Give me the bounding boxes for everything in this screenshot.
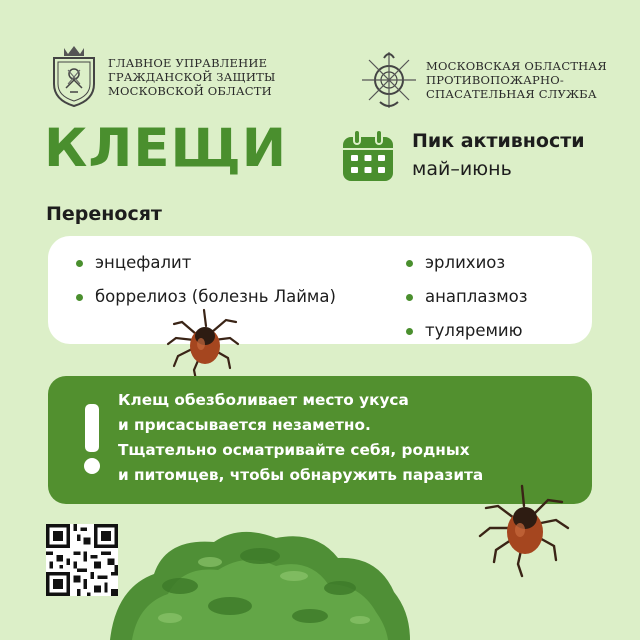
qr-code <box>46 524 118 596</box>
list-item <box>76 246 336 280</box>
warning-line: Тщательно осматривайте себя, родных <box>118 441 470 459</box>
warning-text <box>118 388 483 488</box>
disease-list-right <box>406 246 528 348</box>
left-org-line-3: МОСКОВСКОЙ ОБЛАСТИ <box>108 84 272 98</box>
bullet-icon <box>76 260 83 267</box>
list-item <box>406 314 528 348</box>
bullet-icon <box>76 294 83 301</box>
warning-line: и питомцев, чтобы обнаружить паразита <box>118 466 484 484</box>
bullet-icon <box>406 260 413 267</box>
disease-name: анаплазмоз <box>425 287 528 306</box>
right-org-line-1: МОСКОВСКАЯ ОБЛАСТНАЯ <box>426 59 607 73</box>
org-gu-mchs <box>48 44 276 110</box>
warning-line: и присасывается незаметно. <box>118 416 371 434</box>
peak-activity <box>412 130 585 180</box>
page-title: КЛЕЩИ <box>44 118 288 179</box>
exclamation-icon <box>82 404 102 476</box>
calendar-icon <box>340 128 396 184</box>
disease-name: туляремию <box>425 321 523 340</box>
right-org-line-3: СПАСАТЕЛЬНАЯ СЛУЖБА <box>426 87 597 101</box>
left-org-line-2: ГРАЖДАНСКОЙ ЗАЩИТЫ <box>108 70 276 84</box>
disease-name: энцефалит <box>95 253 192 272</box>
right-org-line-2: ПРОТИВОПОЖАРНО- <box>426 73 564 87</box>
peak-label: Пик активности <box>412 130 585 152</box>
warning-line: Клещ обезболивает место укуса <box>118 391 409 409</box>
tick-icon <box>474 480 574 580</box>
moscow-oblast-coat-of-arms-icon <box>48 44 100 110</box>
peak-value: май–июнь <box>412 158 512 180</box>
bullet-icon <box>406 294 413 301</box>
org-fire-rescue <box>360 50 607 110</box>
list-item <box>406 280 528 314</box>
bush-illustration <box>110 528 410 640</box>
left-org-line-1: ГЛАВНОЕ УПРАВЛЕНИЕ <box>108 56 268 70</box>
disease-name: боррелиоз (болезнь Лайма) <box>95 287 336 306</box>
disease-card <box>48 236 592 344</box>
disease-name: эрлихиоз <box>425 253 506 272</box>
list-item <box>406 246 528 280</box>
tick-icon <box>160 304 244 384</box>
carries-heading: Переносят <box>46 203 162 225</box>
fire-rescue-service-emblem-icon <box>360 50 418 110</box>
bullet-icon <box>406 328 413 335</box>
